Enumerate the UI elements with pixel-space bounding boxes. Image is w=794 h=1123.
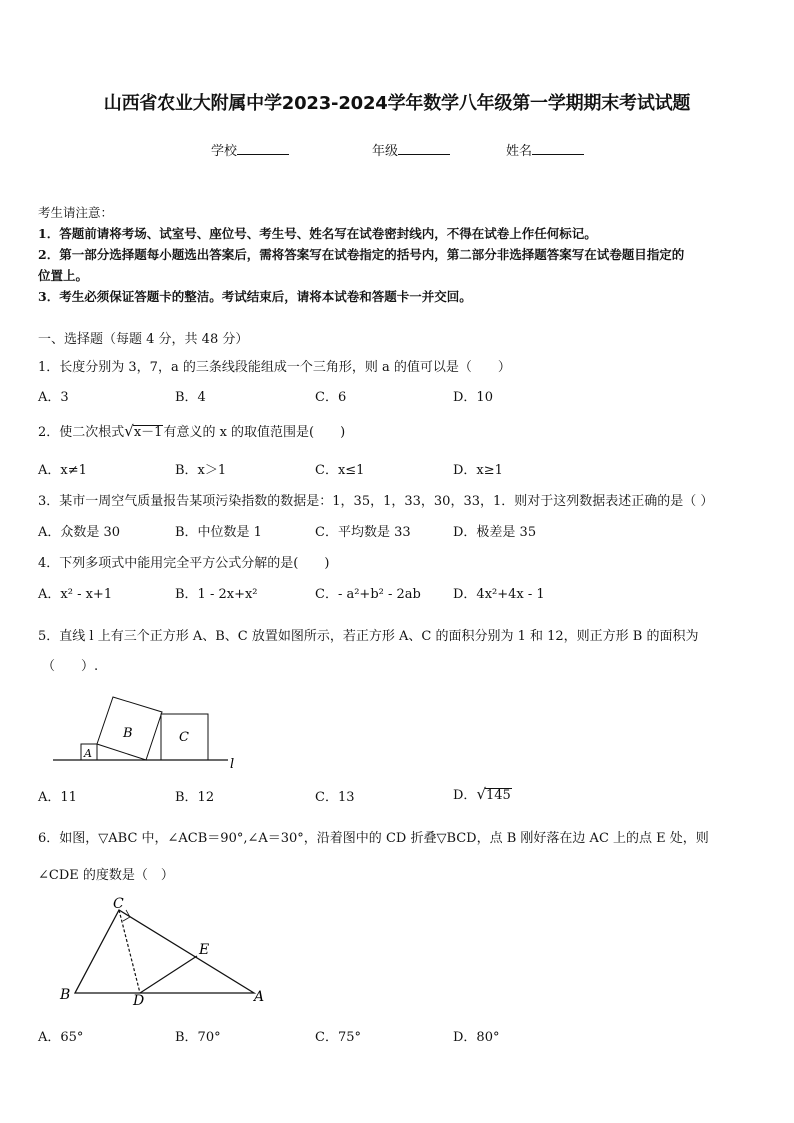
q3-option-a: A．众数是 30 [38, 525, 121, 540]
grade-blank [398, 142, 450, 155]
label-a: A [254, 989, 265, 1005]
triangle-abc [75, 910, 254, 993]
q2-text-pre: 2．使二次根式 [38, 425, 125, 440]
q3-option-b: B．中位数是 1 [175, 525, 262, 540]
q4-option-b: B．1 - 2x+x² [175, 587, 258, 602]
notice-heading: 考生请注意： [38, 205, 114, 220]
triangle-figure [55, 893, 275, 1008]
q2-option-c: C．x≤1 [315, 463, 365, 478]
question-3: 3．某市一周空气质量报告某项污染指数的数据是：1，35，1，33，30，33，1．则对于这列数据表述正确的是（ ） [38, 494, 714, 509]
question-1: 1．长度分别为 3，7，a 的三条线段能组成一个三角形，则 a 的值可以是（ ） [38, 360, 511, 375]
q6-option-b: B．70° [175, 1030, 221, 1045]
section-heading: 一、选择题（每题 4 分，共 48 分） [38, 332, 249, 347]
q1-option-c: C．6 [315, 390, 347, 405]
q2-option-d: D．x≥1 [453, 463, 503, 478]
q1-option-d: D．10 [453, 390, 493, 405]
name-blank [532, 142, 584, 155]
label-l: l [230, 757, 235, 770]
q5-option-b: B．12 [175, 790, 215, 805]
sqrt-sign: √ [124, 422, 134, 440]
q6-option-a: A．65° [38, 1030, 84, 1045]
q2-text-post: 有意义的 x 的取值范围是( ) [163, 425, 346, 440]
label-c: C [113, 896, 124, 912]
q4-option-c: C．- a²+b² - 2ab [315, 587, 421, 602]
notice-item: 2．第一部分选择题每小题选出答案后，需将答案写在试卷指定的括号内，第二部分非选择题答案写在试卷题目指定的 [38, 247, 685, 262]
notice-item: 1．答题前请将考场、试室号、座位号、考生号、姓名写在试卷密封线内，不得在试卷上作任何标记。 [38, 226, 597, 241]
q1-option-a: A．3 [38, 390, 69, 405]
segment-de [140, 956, 197, 993]
q1-option-b: B．4 [175, 390, 206, 405]
q6-option-c: C．75° [315, 1030, 361, 1045]
q4-option-d: D．4x²+4x - 1 [453, 587, 545, 602]
question-6: 6．如图，▽ABC 中，∠ACB＝90°,∠A＝30°，沿着图中的 CD 折叠▽BCD，点 B 刚好落在边 AC 上的点 E 处，则 [38, 831, 709, 846]
q2-option-a: A．x≠1 [38, 463, 87, 478]
grade-label: 年级 [372, 144, 399, 159]
q4-option-a: A．x² - x+1 [38, 587, 113, 602]
label-b: B [123, 726, 133, 741]
label-d: D [133, 993, 145, 1008]
q5-option-c: C．13 [315, 790, 355, 805]
q2-option-b: B．x＞1 [175, 463, 227, 478]
q6-option-d: D．80° [453, 1030, 500, 1045]
grade-field [372, 140, 450, 159]
question-4: 4．下列多项式中能用完全平方公式分解的是( ) [38, 556, 330, 571]
sqrt-sign: √ [476, 785, 486, 803]
squares-figure [40, 690, 250, 770]
q5-option-d [453, 784, 512, 803]
right-angle-mark [123, 910, 130, 921]
q5-option-d-prefix: D． [453, 788, 477, 803]
label-c: C [179, 730, 189, 745]
notice-item: 位置上。 [38, 268, 89, 283]
question-2 [38, 421, 345, 440]
page-title: 山西省农业大附属中学2023-2024学年数学八年级第一学期期末考试试题 [103, 93, 691, 114]
question-6-cont: ∠CDE 的度数是（ ） [38, 868, 174, 883]
q3-option-d: D．极差是 35 [453, 525, 537, 540]
q5-option-a: A．11 [38, 790, 77, 805]
label-e: E [199, 942, 210, 958]
question-5-cont: （ ）. [42, 659, 99, 674]
q3-option-c: C．平均数是 33 [315, 525, 411, 540]
name-field [506, 140, 584, 159]
question-5: 5．直线 l 上有三个正方形 A、B、C 放置如图所示，若正方形 A、C 的面积分别为 1 和 12，则正方形 B 的面积为 [38, 629, 699, 644]
q5-option-d-radicand: 145 [486, 788, 511, 803]
name-label: 姓名 [506, 144, 533, 159]
school-blank [237, 142, 289, 155]
school-field [211, 140, 289, 159]
notice-item: 3．考生必须保证答题卡的整洁。考试结束后，请将本试卷和答题卡一并交回。 [38, 289, 472, 304]
school-label: 学校 [211, 144, 238, 159]
label-b: B [60, 987, 71, 1003]
label-a: A [84, 747, 92, 760]
fold-line-cd [119, 910, 140, 993]
q2-radicand: x－1 [133, 425, 163, 440]
